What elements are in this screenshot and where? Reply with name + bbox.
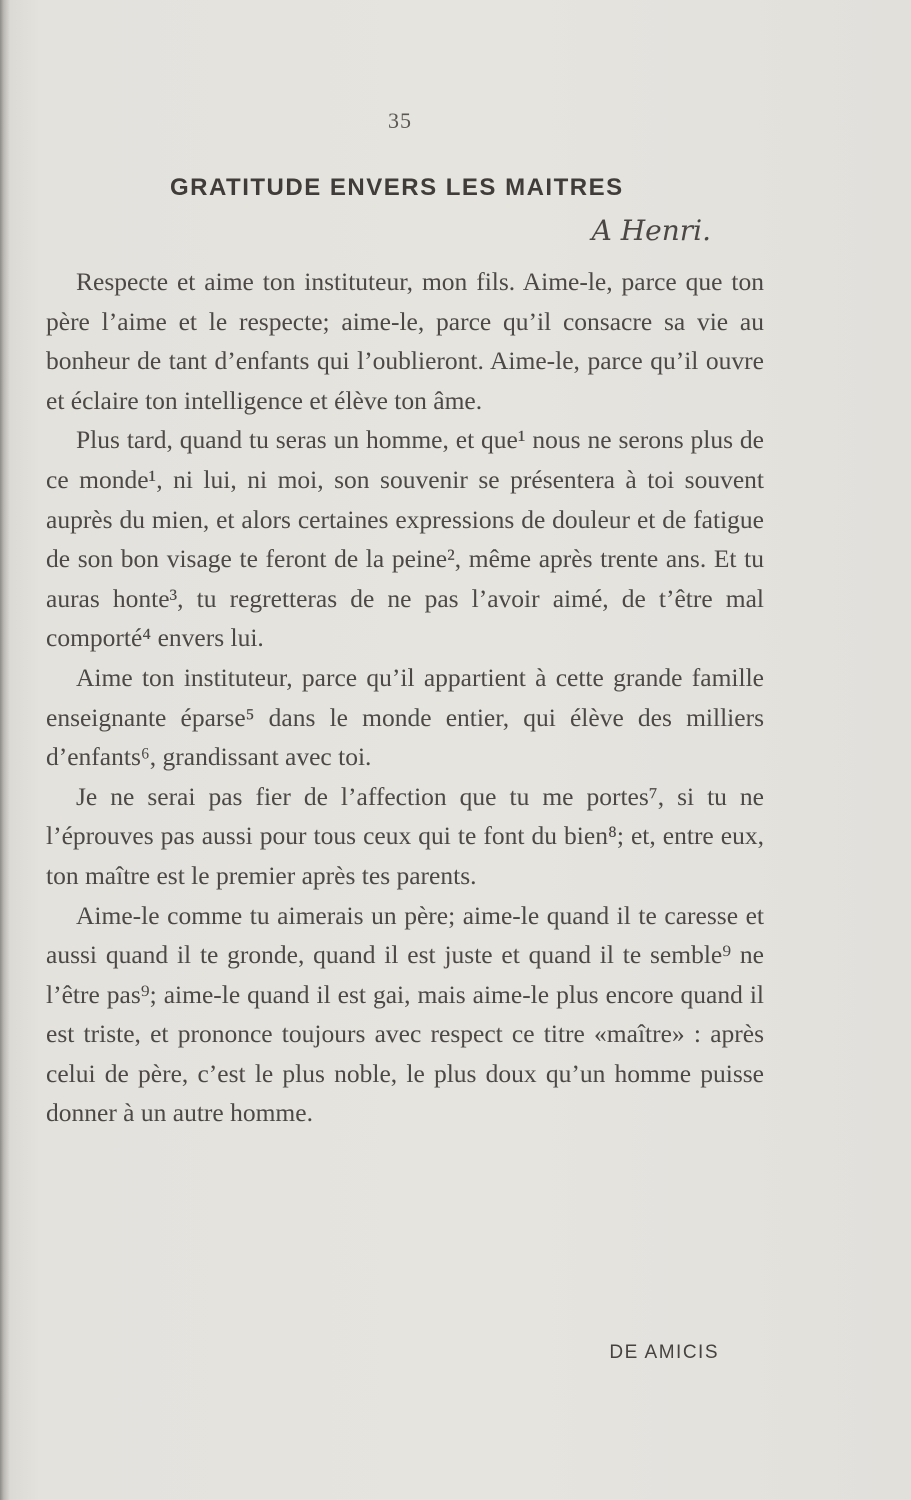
paragraph-2: Plus tard, quand tu seras un homme, et que¹ nous ne serons plus de ce monde¹, ni lui, ni moi, son souvenir se présentera à toi souvent auprès du mien, et alors certaines expressions de douleur et de fatigue de son bon visage te feront de la peine², même après trente ans. Et tu auras honte³, tu regretteras de ne pas l’avoir aimé, de t’être mal comporté⁴ envers lui.	[46, 425, 764, 653]
page-number: 35	[388, 108, 412, 133]
paragraph-5: Aime-le comme tu aimerais un père; aime-le quand il te caresse et aussi quand il te gronde, quand il est juste et quand il te semble⁹ ne l’être pas⁹; aime-le quand il est gai, mais aime-le plus encore quand il est triste, et prononce toujours avec respect ce titre «maître» : après celui de père, c’est le plus noble, le plus doux qu’un homme puisse donner à un autre homme.	[46, 900, 764, 1128]
body-text	[46, 262, 764, 1133]
paragraph-3: Aime ton instituteur, parce qu’il appartient à cette grande famille enseignante éparse⁵ dans le monde entier, qui élève des milliers d’enfants⁶, grandissant avec toi.	[46, 662, 764, 772]
author-signature: DE AMICIS	[609, 1342, 719, 1363]
paragraph-1: Respecte et aime ton instituteur, mon fils. Aime-le, parce que ton père l’aime et le respecte; aime-le, parce qu’il consacre sa vie au bonheur de tant d’enfants qui l’oublieront. Aime-le, parce qu’il ouvre et éclaire ton intelligence et élève ton âme.	[46, 267, 764, 415]
page-binding-edge	[0, 0, 10, 1500]
dedication: A Henri.	[591, 214, 711, 247]
chapter-title: GRATITUDE ENVERS LES MAITRES	[170, 174, 624, 201]
paragraph-4: Je ne serai pas fier de l’affection que tu me portes⁷, si tu ne l’éprouves pas aussi pour tous ceux qui te font du bien⁸; et, entre eux, ton maître est le premier après tes parents.	[46, 781, 764, 890]
